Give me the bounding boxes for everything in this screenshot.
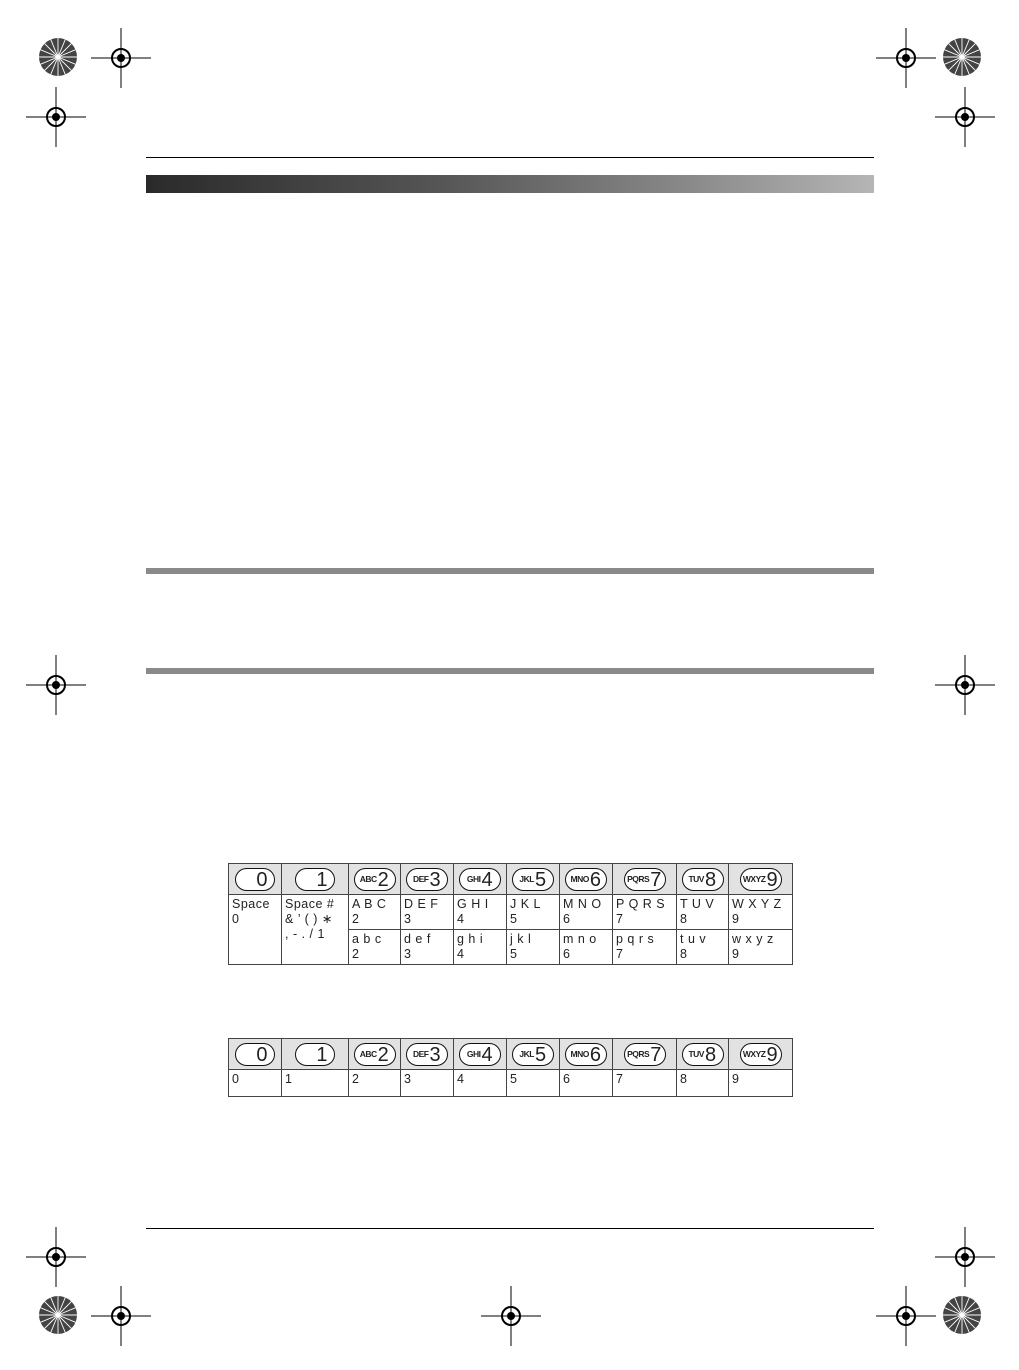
key-9-icon: WXYZ 9 xyxy=(740,1043,782,1066)
digit-cell: 7 xyxy=(613,1070,677,1097)
key-row xyxy=(229,1039,793,1070)
starburst-mark-icon xyxy=(941,36,983,78)
registration-mark-icon xyxy=(876,28,936,88)
character-table xyxy=(228,863,793,965)
key-6-icon: MNO 6 xyxy=(565,1043,607,1066)
registration-mark-icon xyxy=(91,28,151,88)
cell-upper-2: A B C 2 xyxy=(349,895,401,930)
cell-key-1: Space # & ’ ( ) ∗ , - . / 1 xyxy=(282,895,349,965)
cell-upper-9: W X Y Z 9 xyxy=(729,895,793,930)
starburst-mark-icon xyxy=(37,36,79,78)
key-4-icon: GHI 4 xyxy=(459,868,501,891)
cell-lower-2: a b c 2 xyxy=(349,930,401,965)
digit-cell: 2 xyxy=(349,1070,401,1097)
cell-upper-7: P Q R S 7 xyxy=(613,895,677,930)
cell-lower-9: w x y z 9 xyxy=(729,930,793,965)
digit-cell: 1 xyxy=(282,1070,349,1097)
digit-cell: 6 xyxy=(560,1070,613,1097)
key-0-icon: 0 xyxy=(235,1043,275,1066)
cell-upper-6: M N O 6 xyxy=(560,895,613,930)
upper-case-row xyxy=(229,895,793,930)
registration-mark-icon xyxy=(91,1286,151,1346)
key-1-icon: 1 xyxy=(295,868,335,891)
key-5-icon: JKL 5 xyxy=(512,1043,554,1066)
key-6-icon: MNO 6 xyxy=(565,868,607,891)
digit-cell: 9 xyxy=(729,1070,793,1097)
cell-upper-4: G H I 4 xyxy=(454,895,507,930)
registration-mark-icon xyxy=(935,87,995,147)
cell-lower-3: d e f 3 xyxy=(401,930,454,965)
key-3-icon: DEF 3 xyxy=(406,1043,448,1066)
digit-cell: 8 xyxy=(677,1070,729,1097)
digit-cell: 4 xyxy=(454,1070,507,1097)
cell-lower-5: j k l 5 xyxy=(507,930,560,965)
key-2-icon: ABC 2 xyxy=(354,868,396,891)
key-9-icon: WXYZ 9 xyxy=(740,868,782,891)
registration-mark-icon xyxy=(935,655,995,715)
registration-mark-icon xyxy=(876,1286,936,1346)
key-3-icon: DEF 3 xyxy=(406,868,448,891)
cell-upper-5: J K L 5 xyxy=(507,895,560,930)
key-7-icon: PQRS 7 xyxy=(624,868,666,891)
key-row xyxy=(229,864,793,895)
numeric-table xyxy=(228,1038,793,1097)
registration-mark-icon xyxy=(935,1227,995,1287)
cell-lower-4: g h i 4 xyxy=(454,930,507,965)
key-2-icon: ABC 2 xyxy=(354,1043,396,1066)
starburst-mark-icon xyxy=(941,1294,983,1336)
digit-cell: 5 xyxy=(507,1070,560,1097)
registration-mark-icon xyxy=(26,655,86,715)
cell-lower-8: t u v 8 xyxy=(677,930,729,965)
key-8-icon: TUV 8 xyxy=(682,868,724,891)
cell-upper-8: T U V 8 xyxy=(677,895,729,930)
digit-cell: 3 xyxy=(401,1070,454,1097)
key-5-icon: JKL 5 xyxy=(512,868,554,891)
section-rule-bottom xyxy=(146,668,874,674)
section-rule-top xyxy=(146,568,874,574)
footer-rule xyxy=(146,1228,874,1229)
starburst-mark-icon xyxy=(37,1294,79,1336)
cell-upper-3: D E F 3 xyxy=(401,895,454,930)
key-1-icon: 1 xyxy=(295,1043,335,1066)
registration-mark-icon xyxy=(26,87,86,147)
key-4-icon: GHI 4 xyxy=(459,1043,501,1066)
key-7-icon: PQRS 7 xyxy=(624,1043,666,1066)
digit-cell: 0 xyxy=(229,1070,282,1097)
cell-lower-7: p q r s 7 xyxy=(613,930,677,965)
cell-key-0: Space 0 xyxy=(229,895,282,965)
registration-mark-icon xyxy=(481,1286,541,1346)
key-8-icon: TUV 8 xyxy=(682,1043,724,1066)
title-gradient-bar xyxy=(146,175,874,193)
header-rule xyxy=(146,157,874,158)
digit-row xyxy=(229,1070,793,1097)
key-0-icon: 0 xyxy=(235,868,275,891)
cell-lower-6: m n o 6 xyxy=(560,930,613,965)
registration-mark-icon xyxy=(26,1227,86,1287)
